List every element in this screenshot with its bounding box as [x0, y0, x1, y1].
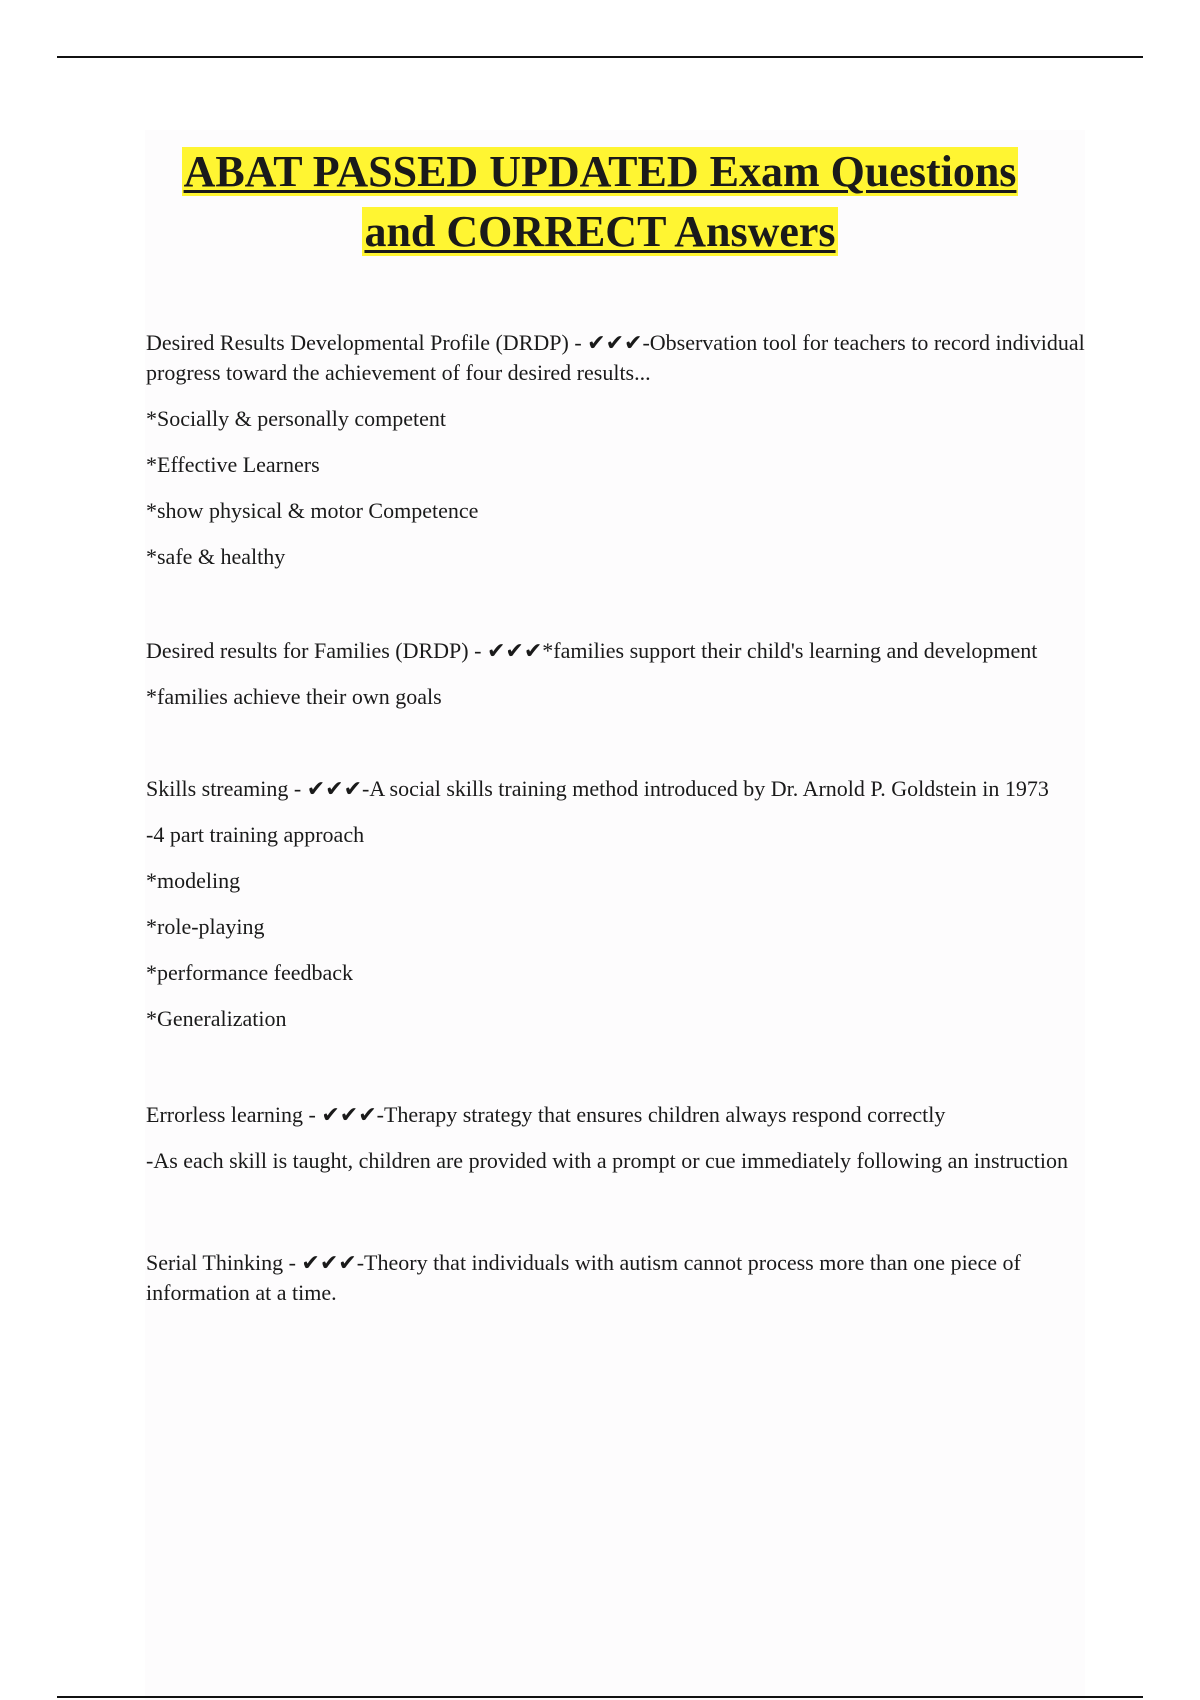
- qa-entry-errorless-learning: [146, 1100, 1086, 1176]
- document-title: [0, 142, 1200, 262]
- bullet-item: -As each skill is taught, children are provided with a prompt or cue immediately following an instruction: [146, 1148, 1068, 1173]
- bullet-item: *Effective Learners: [146, 452, 320, 477]
- entry-text: Errorless learning - ✔✔✔-Therapy strategy that ensures children always respond correctly: [146, 1102, 946, 1127]
- title-line-1: ABAT PASSED UPDATED Exam Questions: [183, 147, 1017, 196]
- qa-entry-skills-streaming: [146, 774, 1086, 1034]
- bullet-item: *show physical & motor Competence: [146, 498, 479, 523]
- qa-entry-drdp: [146, 328, 1086, 572]
- bullet-item: *performance feedback: [146, 960, 354, 985]
- bullet-item: *Socially & personally competent: [146, 406, 446, 431]
- qa-entry-families: [146, 636, 1086, 712]
- entry-text: Desired Results Developmental Profile (DRDP) - ✔✔✔-Observation tool for teachers to record individual progress toward the achievement of four desired results...: [146, 330, 1085, 385]
- bullet-item: *role-playing: [146, 914, 265, 939]
- bullet-item: *Generalization: [146, 1006, 287, 1031]
- bullet-item: -4 part training approach: [146, 822, 365, 847]
- qa-entry-serial-thinking: [146, 1248, 1086, 1308]
- top-rule: [57, 56, 1143, 58]
- entry-text: Serial Thinking - ✔✔✔-Theory that individuals with autism cannot process more than one piece of information at a time.: [146, 1250, 1021, 1305]
- qa-list: [146, 328, 1086, 1324]
- bullet-item: *modeling: [146, 868, 241, 893]
- bullet-item: *families achieve their own goals: [146, 684, 442, 709]
- bottom-rule: [57, 1696, 1143, 1698]
- entry-text: Skills streaming - ✔✔✔-A social skills training method introduced by Dr. Arnold P. Goldstein in 1973: [146, 776, 1049, 801]
- bullet-item: *safe & healthy: [146, 544, 286, 569]
- entry-text: Desired results for Families (DRDP) - ✔✔✔*families support their child's learning and development: [146, 638, 1038, 663]
- title-line-2: and CORRECT Answers: [364, 207, 836, 256]
